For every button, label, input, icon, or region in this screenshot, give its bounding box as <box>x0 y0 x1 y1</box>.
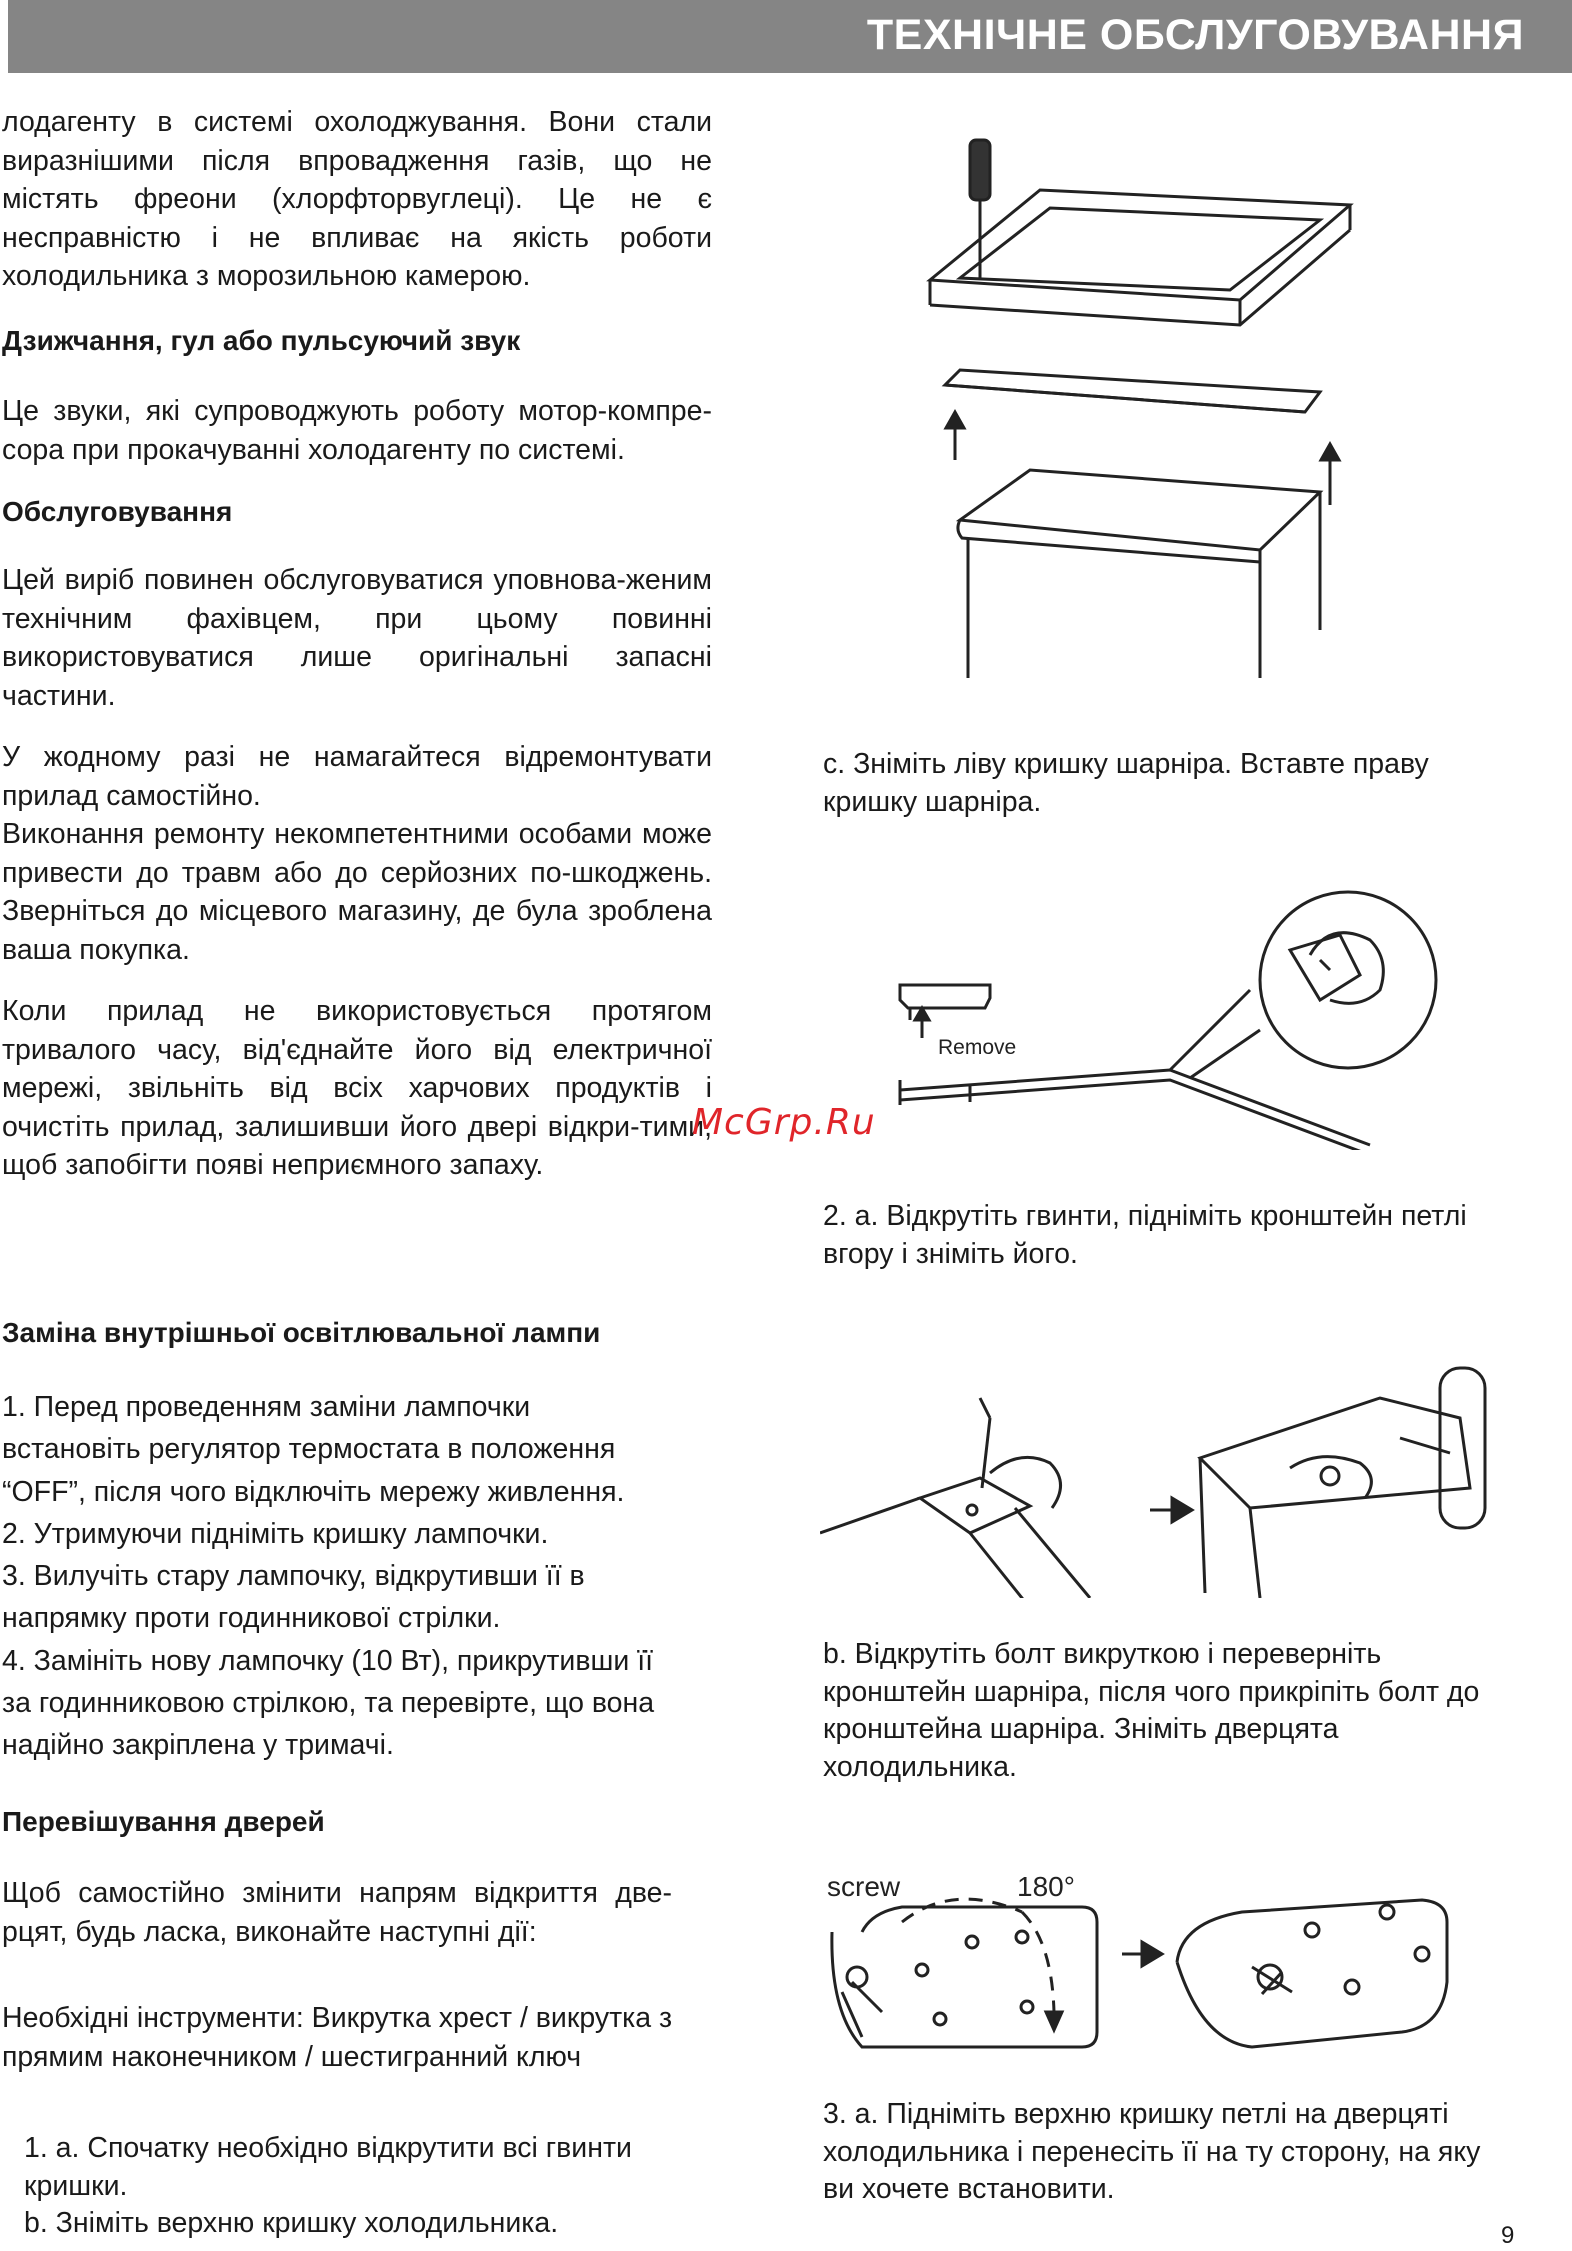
page-title: ТЕХНІЧНЕ ОБСЛУГОВУВАННЯ <box>866 11 1524 59</box>
left-column <box>2 103 712 296</box>
heading-lamp: Заміна внутрішньої освітлювальної лампи <box>2 1317 601 1348</box>
lamp-steps <box>2 1386 722 1767</box>
paragraph-noise: Це звуки, які супроводжують роботу мотор-компре-сора при прокачуванні холодагенту по системі. <box>2 395 712 466</box>
lamp-step-line: напрямку проти годинникової стрілки. <box>2 1602 501 1635</box>
step-1a: 1. a. Спочатку необхідно відкрутити всі гвинти кришки. <box>24 2132 632 2202</box>
caption-2a: 2. a. Відкрутіть гвинти, підніміть кронштейн петлі вгору і зніміть його. <box>823 1200 1467 1270</box>
step-1b: b. Зніміть верхню кришку холодильника. <box>24 2207 559 2239</box>
lamp-step-line: надійно закріплена у тримачі. <box>2 1729 394 1762</box>
hinge-bracket-flip-figure <box>820 1358 1510 1598</box>
paragraph-service: Цей виріб повинен обслуговуватися уповнова-женим технічним фахівцем, при цьому повинні використовуватися лише оригінальні запасні частини. <box>2 564 712 712</box>
screw-label: screw <box>827 1871 901 1902</box>
top-cover-removal-figure <box>900 130 1370 690</box>
heading-door: Перевішування дверей <box>2 1806 325 1837</box>
page-header-bar <box>8 0 1572 73</box>
paragraph-unused: Коли прилад не використовується протягом тривалого часу, від'єднайте його від електричної мережі, звільніть від всіх харчових продуктів і очистіть прилад, залишивши його двері відкри-тими, щоб запобігти появі неприємного запаху. <box>2 995 712 1181</box>
lamp-step-line: 4. Замініть нову лампочку (10 Вт), прикрутивши її <box>2 1644 654 1677</box>
heading-service: Обслуговування <box>2 496 233 527</box>
page-number: 9 <box>1501 2222 1515 2249</box>
hinge-cover-removal-figure <box>890 880 1450 1150</box>
paragraph-repair-warning: У жодному разі не намагайтеся відремонтувати прилад самостійно. <box>2 741 712 812</box>
paragraph-tools: Необхідні інструменти: Викрутка хрест / викрутка з прямим наконечником / шестигранний ключ <box>2 2002 673 2073</box>
lamp-step-line: 3. Вилучіть стару лампочку, відкрутивши її в <box>2 1560 585 1593</box>
heading-noise: Дзижчання, гул або пульсуючий звук <box>2 325 521 356</box>
paragraph-repair-advice: Виконання ремонту некомпетентними особами може привести до травм або до серйозних по-шкоджень. Зверніться до місцевого магазину, де була зроблена ваша покупка. <box>2 818 712 966</box>
lamp-step-line: встановіть регулятор термостата в положення <box>2 1433 616 1466</box>
remove-label: Remove <box>938 1036 1017 1059</box>
lamp-step-line: 1. Перед проведенням заміни лампочки <box>2 1391 531 1423</box>
lamp-step-line: “OFF”, після чого відключіть мережу живлення. <box>2 1475 625 1508</box>
hinge-plate-rotate-figure <box>822 1862 1512 2062</box>
paragraph-intro: лодагенту в системі охолоджування. Вони стали виразнішими після впровадження газів, що не містять фреони (хлорфторвуглеці). Це не є несправністю і не впливає на якість роботи холодильника з морозильною камерою. <box>2 106 712 292</box>
lamp-step-line: 2. Утримуючи підніміть кришку лампочки. <box>2 1517 549 1550</box>
lamp-step-line: за годинниковою стрілкою, та перевірте, що вона <box>2 1687 655 1720</box>
caption-b: b. Відкрутіть болт викруткою і переверніть кронштейн шарніра, після чого прикріпіть болт до кронштейна шарніра. Зніміть дверцята холодильника. <box>823 1638 1480 1783</box>
caption-3a: 3. a. Підніміть верхню кришку петлі на дверцяті холодильника і перенесіть її на ту сторону, на яку ви хочете встановити. <box>823 2098 1481 2205</box>
paragraph-door: Щоб самостійно змінити напрям відкриття две-рцят, будь ласка, виконайте наступні дії: <box>2 1877 672 1948</box>
watermark: McGrp.Ru <box>692 1102 876 1143</box>
rotation-angle-label: 180° <box>1017 1871 1075 1902</box>
caption-c: c. Зніміть ліву кришку шарніра. Вставте праву кришку шарніра. <box>823 748 1429 818</box>
